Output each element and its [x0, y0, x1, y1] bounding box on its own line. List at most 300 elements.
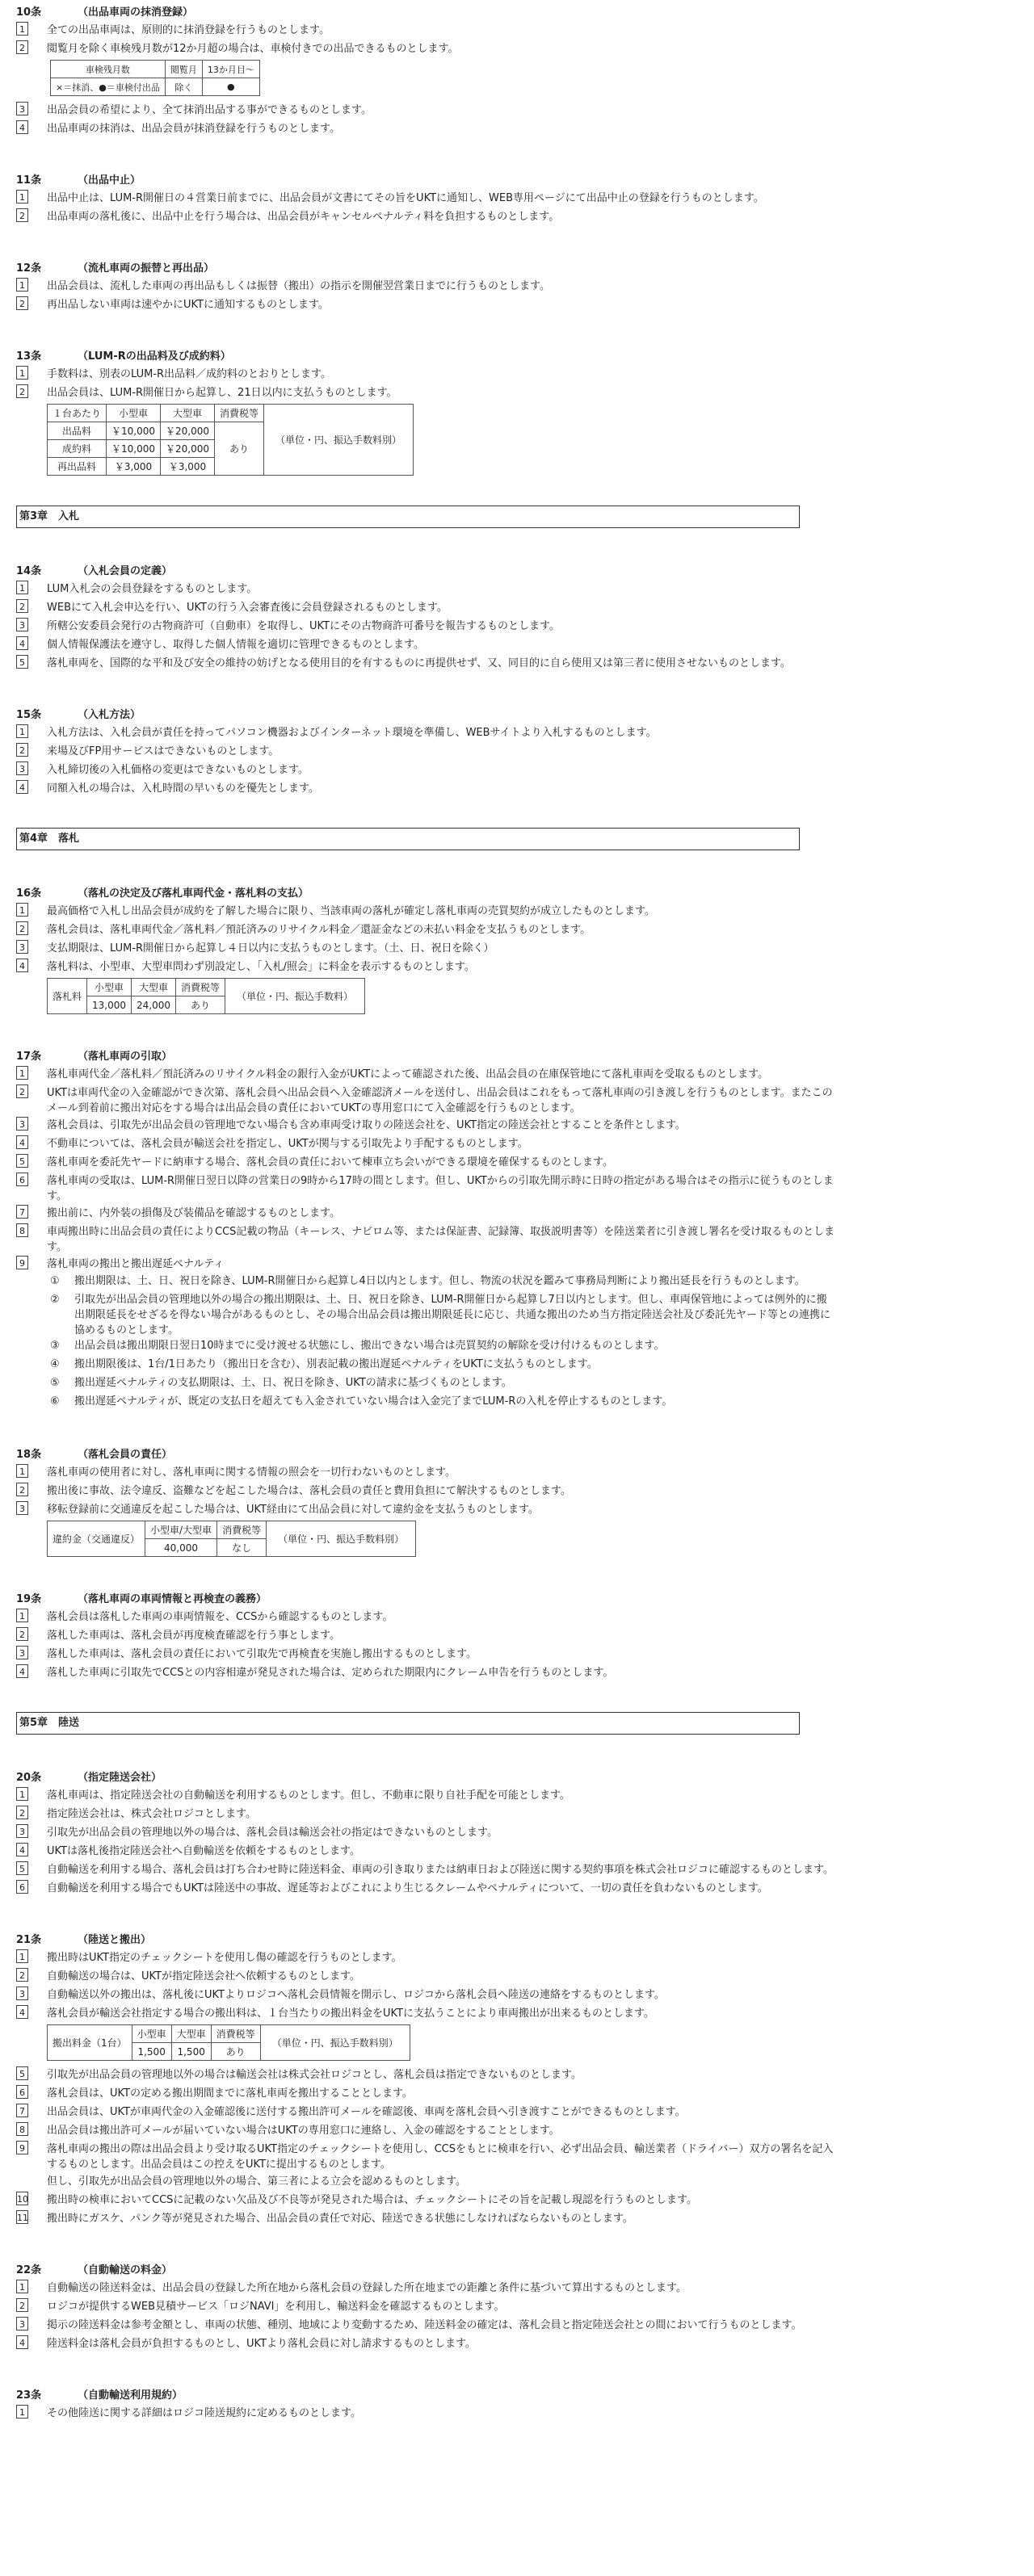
table-header: １台あたり	[48, 405, 107, 422]
sub-item	[50, 1338, 1018, 1357]
clause-item	[16, 921, 1018, 939]
clause-number-box: 4	[16, 1664, 28, 1678]
article-number: 14条	[16, 564, 42, 577]
sub-item-marker: ③	[50, 1340, 60, 1352]
clause-number-box: 2	[16, 1806, 28, 1819]
article-heading	[16, 168, 1018, 189]
winning-fee-table	[47, 978, 365, 1014]
article-title: （LUM-Rの出品料及び成約料）	[78, 350, 231, 363]
article-number: 17条	[16, 1050, 42, 1063]
sub-item-text: 搬出遅延ペナルティの支払期限は、土、日、祝日を除き、UKTの請求に基づくものとします。	[74, 1377, 512, 1389]
clause-item	[16, 939, 1018, 958]
clause-number-box: 3	[16, 102, 28, 115]
clause-text: 出品中止は、LUM-R開催日の４営業日前までに、出品会員が文書にてその旨をUKTに通知し、WEB専用ページにて出品中止の登録を行うものとします。	[47, 192, 764, 204]
clause-number-box: 5	[16, 655, 28, 669]
clause-item	[16, 40, 1018, 58]
sub-item-marker: ④	[50, 1358, 60, 1370]
table-cell: あり	[176, 996, 225, 1014]
clause-text: 自動輸送の場合は、UKTが指定陸送会社へ依頼するものとします。	[47, 1970, 360, 1982]
clause-item	[16, 1805, 1018, 1823]
clause-number-box: 5	[16, 2066, 28, 2080]
clause-item	[16, 1255, 1018, 1273]
clause-item	[16, 761, 1018, 779]
clause-text: 入札方法は、入札会員が責任を持ってパソコン機器およびインターネット環境を準備し、WEBサイトより入札するものとします。	[47, 727, 657, 739]
article-title: （落札車両の車両情報と再検査の義務）	[78, 1592, 267, 1605]
table-header: 落札料	[48, 979, 87, 1014]
table-cell: ￥10,000	[107, 422, 161, 440]
clause-item	[16, 724, 1018, 742]
article-a23	[16, 2383, 1018, 2423]
clause-text: 最高価格で入札し出品会員が成約を了解した場合に限り、当該車両の落札が確定し落札車両の売買契約が成立したものとします。	[47, 905, 655, 917]
clause-number-box: 7	[16, 1205, 28, 1219]
chapter-heading: 第4章 落札	[16, 828, 800, 850]
clause-text: 落札車両代金／落札料／預託済みのリサイクル料金の銀行入金がUKTによって確認された後、出品会員の在庫保管地にて落札車両を受取るものとします。	[47, 1068, 769, 1080]
clause-text: 搬出時の検車においてCCSに記載のない欠品及び不良等が発見された場合は、チェックシートにその旨を記載し現認を行うものとします。	[47, 2194, 697, 2206]
clause-number-box: 3	[16, 1987, 28, 2000]
article-items	[16, 365, 1018, 476]
clause-text: 搬出時はUKT指定のチェックシートを使用し傷の確認を行うものとします。	[47, 1952, 402, 1964]
article-number: 23条	[16, 2389, 42, 2402]
clause-text: 落札した車両は、落札会員の責任において引取先で再検査を実施し搬出するものとします。	[47, 1648, 477, 1660]
article-number: 16条	[16, 887, 42, 900]
sub-item	[50, 1273, 1018, 1292]
sub-item-marker: ①	[50, 1275, 60, 1287]
table-header: 大型車	[171, 2025, 211, 2043]
table-header: 違約金（交通違反）	[48, 1521, 145, 1557]
article-title: （落札会員の責任）	[78, 1448, 173, 1461]
clause-item	[16, 1172, 1018, 1204]
article-heading	[16, 0, 1018, 21]
document	[16, 0, 1018, 2452]
clause-text: 引取先が出品会員の管理地以外の場合は、落札会員は輸送会社の指定はできないものとします。	[47, 1827, 498, 1839]
article-a21	[16, 1928, 1018, 2228]
clause-text: 落札した車両は、落札会員が再度検査確認を行う事とします。	[47, 1630, 340, 1642]
clause-number-box: 1	[16, 1949, 28, 1963]
clause-text: 所轄公安委員会発行の古物商許可（自動車）を取得し、UKTにその古物商許可番号を報告するものとします。	[47, 620, 560, 632]
clause-item	[16, 1153, 1018, 1172]
table-header: 小型車	[87, 979, 132, 996]
clause-item	[16, 1645, 1018, 1663]
clause-number-box: 3	[16, 618, 28, 631]
article-a14	[16, 559, 1018, 673]
clause-item	[16, 365, 1018, 384]
clause-item	[16, 1663, 1018, 1682]
article-heading	[16, 1442, 1018, 1463]
clause-item	[16, 1482, 1018, 1500]
clause-number-box: 8	[16, 2122, 28, 2136]
clause-number-box: 2	[16, 296, 28, 310]
clause-item	[16, 2279, 1018, 2297]
clause-text: 移転登録前に交通違反を起こした場合は、UKT経由にて出品会員に対して違約金を支払うものとします。	[47, 1504, 539, 1516]
clause-text: 入札締切後の入札価格の変更はできないものとします。	[47, 764, 309, 776]
clause-item	[16, 617, 1018, 636]
clause-number-box: 1	[16, 366, 28, 380]
article-title: （自動輸送の料金）	[78, 2263, 173, 2276]
table-cell: ●	[202, 78, 259, 96]
clause-item	[16, 2103, 1018, 2121]
clause-number-box: 3	[16, 940, 28, 954]
clause-item	[16, 1967, 1018, 1986]
clause-number-box: 2	[16, 1627, 28, 1641]
clause-number-box: 4	[16, 636, 28, 650]
sub-item-text: 搬出期限後は、1台/1日あたり（搬出日を含む）、別表記載の搬出遅延ペナルティをUKTに支払うものとします。	[74, 1358, 598, 1370]
table-cell: 24,000	[132, 996, 176, 1014]
article-items	[16, 189, 1018, 226]
article-heading	[16, 2383, 1018, 2404]
sub-item-marker: ②	[50, 1294, 60, 1306]
table-header: 小型車/大型車	[145, 1521, 217, 1539]
clause-item	[16, 1786, 1018, 1805]
clause-text: 落札車両を委託先ヤードに納車する場合、落札会員の責任において棟車立ち会いができる環境を確保するものとします。	[47, 1156, 613, 1168]
clause-number-box: 10	[16, 2192, 28, 2205]
article-title: （出品中止）	[78, 174, 141, 187]
clause-text: 車両搬出時に出品会員の責任によりCCS記載の物品（キーレス、ナビロム等、または保証書、記録簿、取扱説明書等）を陸送業者に引き渡し署名を受け取るものとします。	[47, 1226, 835, 1253]
clause-text: 掲示の陸送料金は参考金額とし、車両の状態、種別、地域により変動するため、陸送料金の確定は、落札会員と指定陸送会社との間において行うものとします。	[47, 2319, 802, 2331]
article-a11	[16, 168, 1018, 226]
clause-number-box: 6	[16, 1880, 28, 1894]
clause-text: 搬出前に、内外装の損傷及び装備品を確認するものとします。	[47, 1207, 340, 1219]
clause-number-box: 11	[16, 2210, 28, 2224]
clause-item	[16, 120, 1018, 138]
clause-item	[16, 1879, 1018, 1898]
article-a12	[16, 256, 1018, 314]
table-cell: ￥3,000	[107, 458, 161, 476]
clause-number-box: 1	[16, 22, 28, 36]
table-cell: ￥20,000	[161, 422, 215, 440]
fee-table	[47, 404, 414, 476]
clause-text: UKTは車両代金の入金確認ができ次第、落札会員へ出品会員へ入金確認済メールを送付し、出品会員はこれをもって落札車両の引き渡しを行うものとします。またこのメール到着前に搬出対応をする場合は出品会員の責任においてUKTの専用窓口にて入金確認を行うものとします。	[47, 1087, 833, 1114]
article-items	[16, 1786, 1018, 1898]
table-header: 車検残月数	[51, 61, 166, 78]
article-a18	[16, 1442, 1018, 1557]
table-header: 搬出料金（1台）	[48, 2025, 132, 2061]
table-cell: ×＝抹消、●＝車検付出品	[51, 78, 166, 96]
clause-number-box: 4	[16, 2335, 28, 2349]
article-a10	[16, 0, 1018, 138]
clause-text: 出品車両の落札後に、出品中止を行う場合は、出品会員がキャンセルペナルティ料を負担するものとします。	[47, 211, 560, 223]
clause-number-box: 3	[16, 1501, 28, 1515]
clause-item	[16, 2121, 1018, 2140]
clause-item	[16, 277, 1018, 296]
clause-text: 出品会員の希望により、全て抹消出品する事ができるものとします。	[47, 104, 372, 116]
article-number: 18条	[16, 1448, 42, 1461]
table-header: 消費税等	[176, 979, 225, 996]
clause-text: 指定陸送会社は、株式会社ロジコとします。	[47, 1808, 256, 1820]
clause-text: 自動輸送を利用する場合、落札会員は打ち合わせ時に陸送料金、車両の引き取りまたは納車日および陸送に関する契約事項を株式会社ロジコに確認するものとします。	[47, 1864, 834, 1876]
clause-item	[16, 654, 1018, 673]
clause-item	[16, 2335, 1018, 2353]
clause-number-box: 2	[16, 1085, 28, 1098]
clause-text: その他陸送に関する詳細はロジコ陸送規約に定めるものとします。	[47, 2407, 361, 2419]
clause-text: 落札した車両に引取先でCCSとの内容相違が発見された場合は、定められた期限内にクレーム申告を行うものとします。	[47, 1667, 614, 1679]
article-number: 21条	[16, 1933, 42, 1946]
article-title: （入札方法）	[78, 708, 141, 721]
article-number: 10条	[16, 6, 42, 19]
penalty-table	[47, 1521, 416, 1557]
clause-text: 引取先が出品会員の管理地以外の場合は輸送会社は株式会社ロジコとし、落札会員は指定できないものとします。	[47, 2069, 582, 2081]
article-a20	[16, 1765, 1018, 1898]
table-cell: 13,000	[87, 996, 132, 1014]
table-note: （単位・円、振込手数料）	[225, 979, 365, 1014]
clause-number-box: 2	[16, 2298, 28, 2312]
clause-text: 出品会員は搬出許可メールが届いていない場合はUKTの専用窓口に連絡し、入金の確認をすることとします。	[47, 2125, 560, 2137]
article-title: （落札車両の引取）	[78, 1050, 173, 1063]
clause-number-box: 1	[16, 581, 28, 594]
article-items	[16, 580, 1018, 673]
clause-number-box: 1	[16, 190, 28, 203]
article-heading	[16, 1765, 1018, 1786]
article-items	[16, 2279, 1018, 2353]
clause-text: 個人情報保護法を遵守し、取得した個人情報を適切に管理できるものとします。	[47, 639, 424, 651]
clause-number-box: 1	[16, 2280, 28, 2293]
table-cell: 出品料	[48, 422, 107, 440]
clause-item	[16, 1823, 1018, 1842]
clause-text: 同額入札の場合は、入札時間の早いものを優先とします。	[47, 782, 319, 795]
clause-item	[16, 2297, 1018, 2316]
sub-item	[50, 1394, 1018, 1412]
article-a15	[16, 703, 1018, 798]
table-header: 13か月目～	[202, 61, 259, 78]
clause-number-box: 2	[16, 599, 28, 613]
inspection-table	[50, 60, 260, 96]
article-number: 13条	[16, 350, 42, 363]
table-cell: 成約料	[48, 440, 107, 458]
clause-item	[16, 1500, 1018, 1519]
clause-text: 落札車両を、国際的な平和及び安全の維持の妨げとなる使用目的を有するものに再提供せず、又、同目的に自ら使用又は第三者に使用させないものとします。	[47, 657, 791, 669]
clause-text: 落札車両の受取は、LUM-R開催日翌日以降の営業日の9時から17時の間とします。但し、UKTからの引取先開示時に日時の指定がある場合はその指示に従うものとします。	[47, 1175, 834, 1202]
article-items	[16, 902, 1018, 1014]
clause-item	[16, 21, 1018, 40]
clause-number-box: 3	[16, 1646, 28, 1659]
table-cell: 再出品料	[48, 458, 107, 476]
article-number: 15条	[16, 708, 42, 721]
article-heading	[16, 1928, 1018, 1949]
clause-number-box: 6	[16, 2085, 28, 2099]
table-header: 閲覧月	[165, 61, 202, 78]
clause-item	[16, 2209, 1018, 2228]
article-items	[16, 1949, 1018, 2228]
clause-number-box: 1	[16, 1464, 28, 1478]
clause-text: 落札車両の搬出と搬出遅延ペナルティ	[47, 1258, 225, 1270]
clause-item	[16, 189, 1018, 208]
clause-text: 支払期限は、LUM-R開催日から起算し４日以内に支払うものとします。（土、日、祝日を除く）	[47, 942, 494, 954]
sub-item-text: 引取先が出品会員の管理地以外の場合の搬出期限は、土、日、祝日を除き、LUM-R開催日から起算し7日以内とします。但し、車両保管地によっては例外的に搬出期限延長をせざるを得ない場合があるものとし、その場合出品会員は搬出期限延長に応じ、共通な搬出のため当方指定陸送会社及び委託先ヤード等との連携に協めるものとします。	[74, 1294, 831, 1336]
clause-text: 落札会員は、落札車両代金／落札料／預託済みのリサイクル料金／還証金などの未払い料金を支払うものとします。	[47, 924, 591, 936]
table-cell: 1,500	[171, 2043, 211, 2061]
clause-text: 落札会員は、UKTの定める搬出期間までに落札車両を搬出することとします。	[47, 2087, 413, 2100]
clause-item	[16, 1065, 1018, 1084]
clause-item	[16, 208, 1018, 226]
article-a22	[16, 2258, 1018, 2353]
article-items	[16, 2404, 1018, 2423]
clause-number-box: 5	[16, 1861, 28, 1875]
clause-item	[16, 1949, 1018, 1967]
clause-item	[16, 1084, 1018, 1116]
table-note: （単位・円、振込手数料別）	[264, 405, 414, 476]
clause-item	[16, 779, 1018, 798]
article-heading	[16, 256, 1018, 277]
clause-item	[16, 2066, 1018, 2084]
table-cell: 1,500	[132, 2043, 171, 2061]
clause-number-box: 4	[16, 120, 28, 134]
unloading-fee-table	[47, 2024, 410, 2061]
clause-number-box: 5	[16, 1154, 28, 1168]
clause-number-box: 3	[16, 1824, 28, 1838]
article-a13	[16, 344, 1018, 476]
table-note: （単位・円、振込手数料別）	[260, 2025, 410, 2061]
clause-item	[16, 598, 1018, 617]
clause-item	[16, 1135, 1018, 1153]
article-heading	[16, 559, 1018, 580]
clause-text: 手数料は、別表のLUM-R出品料／成約料のとおりとします。	[47, 368, 332, 380]
clause-text: 自動輸送以外の搬出は、落札後にUKTよりロジコへ落札会員情報を開示し、ロジコから落札会員へ陸送の連絡をするものとします。	[47, 1989, 665, 2001]
clause-text: 搬出時にガスケ、パンク等が発見された場合、出品会員の責任で対応、陸送できる状態にしなければならないものとします。	[47, 2213, 633, 2225]
article-number: 22条	[16, 2263, 42, 2276]
table-cell: 40,000	[145, 1539, 217, 1557]
clause-text: 落札車両は、指定陸送会社の自動輸送を利用するものとします。但し、不動車に限り自社手配を可能とします。	[47, 1789, 570, 1802]
chapter-heading: 第5章 陸送	[16, 1712, 800, 1735]
article-heading	[16, 1587, 1018, 1608]
clause-text: 落札会員は、引取先が出品会員の管理地でない場合も含め車両受け取りの陸送会社を、UKT指定の陸送会社とすることを条件とします。	[47, 1119, 686, 1131]
clause-item	[16, 2404, 1018, 2423]
article-heading	[16, 2258, 1018, 2279]
chapter-heading: 第3章 入札	[16, 506, 800, 528]
clause-text: 落札会員が輸送会社指定する場合の搬出料は、１台当たりの搬出料金をUKTに支払うことにより車両搬出が出来るものとします。	[47, 2008, 654, 2020]
clause-item	[16, 296, 1018, 314]
clause-item	[16, 1842, 1018, 1861]
table-cell: あり	[211, 2043, 260, 2061]
clause-number-box: 3	[16, 2317, 28, 2331]
table-header: 大型車	[132, 979, 176, 996]
clause-number-box: 9	[16, 1256, 28, 1269]
clause-number-box: 1	[16, 1066, 28, 1080]
clause-item	[16, 636, 1018, 654]
article-items	[16, 1065, 1018, 1412]
article-title: （指定陸送会社）	[78, 1771, 162, 1784]
clause-text: 出品会員は、流札した車両の再出品もしくは振替（搬出）の指示を開催翌営業日までに行うものとします。	[47, 280, 550, 292]
article-heading	[16, 344, 1018, 365]
clause-number-box: 4	[16, 1135, 28, 1149]
sub-items	[50, 1273, 1018, 1412]
sub-item	[50, 1375, 1018, 1394]
clause-item	[16, 902, 1018, 921]
article-items	[16, 1463, 1018, 1557]
table-header: 小型車	[107, 405, 161, 422]
article-number: 19条	[16, 1592, 42, 1605]
table-cell: ￥20,000	[161, 440, 215, 458]
clause-text: ロジコが提供するWEB見積サービス「ロジNAVI」を利用し、輸送料金を確認するものとします。	[47, 2301, 505, 2313]
article-a19	[16, 1587, 1018, 1682]
article-items	[16, 277, 1018, 314]
clause-number-box: 1	[16, 2405, 28, 2419]
clause-number-box: 2	[16, 1968, 28, 1982]
clause-item	[16, 2191, 1018, 2209]
article-title: （陸送と搬出）	[78, 1933, 152, 1946]
clause-number-box: 1	[16, 903, 28, 917]
article-heading	[16, 881, 1018, 902]
table-header: 消費税等	[217, 1521, 267, 1539]
table-note: （単位・円、振込手数料別）	[267, 1521, 416, 1557]
clause-item	[16, 580, 1018, 598]
clause-number-box: 1	[16, 1787, 28, 1801]
sub-item-marker: ⑤	[50, 1377, 60, 1389]
clause-number-box: 4	[16, 2005, 28, 2019]
article-a16	[16, 881, 1018, 1014]
clause-item	[16, 1626, 1018, 1645]
clause-text: 出品会員は、LUM-R開催日から起算し、21日以内に支払うものとします。	[47, 387, 397, 399]
clause-number-box: 3	[16, 761, 28, 775]
table-cell: ￥10,000	[107, 440, 161, 458]
article-title: （自動輸送利用規約）	[78, 2389, 183, 2402]
clause-text: 搬出後に事故、法令違反、盗難などを起こした場合は、落札会員の責任と費用負担にて解決するものとします。	[47, 1485, 571, 1497]
clause-number-box: 1	[16, 278, 28, 292]
sub-item-text: 出品会員は搬出期限日翌日10時までに受け渡せる状態にし、搬出できない場合は売買契約の解除を受け付けるものとします。	[74, 1340, 665, 1352]
article-number: 12条	[16, 262, 42, 275]
clause-text: 落札車両の搬出の際は出品会員より受け取るUKT指定のチェックシートを使用し、CCSをもとに検車を行い、必ず出品会員、輸送業者（ドライバー）双方の署名を記入するものとします。出品会員はこの控えをUKTに提出するものとします。	[47, 2143, 834, 2171]
clause-text: 落札車両の使用者に対し、落札車両に関する情報の照会を一切行わないものとします。	[47, 1466, 456, 1479]
clause-text: WEBにて入札会申込を行い、UKTの行う入会審査後に会員登録されるものとします。	[47, 602, 448, 614]
table-header: 小型車	[132, 2025, 171, 2043]
clause-number-box: 3	[16, 1117, 28, 1131]
table-cell: 除く	[165, 78, 202, 96]
clause-number-box: 2	[16, 743, 28, 757]
clause-item	[16, 1463, 1018, 1482]
clause-number-box: 2	[16, 40, 28, 54]
clause-number-box: 1	[16, 1609, 28, 1622]
clause-item	[16, 2084, 1018, 2103]
sub-item	[50, 1292, 1018, 1338]
clause-number-box: 4	[16, 1843, 28, 1856]
article-heading	[16, 703, 1018, 724]
clause-item	[16, 1608, 1018, 1626]
clause-text: UKTは落札後指定陸送会社へ自動輸送を依頼をするものとします。	[47, 1845, 360, 1857]
article-items	[16, 724, 1018, 798]
sub-item-text: 搬出遅延ペナルティが、既定の支払日を超えても入金されていない場合は入金完了までLUM-Rの入札を停止するものとします。	[74, 1395, 673, 1408]
article-number: 11条	[16, 174, 42, 187]
clause-number-box: 2	[16, 208, 28, 222]
article-heading	[16, 1044, 1018, 1065]
clause-item	[16, 742, 1018, 761]
clause-text: 出品会員は、UKTが車両代金の入金確認後に送付する搬出許可メールを確認後、車両を落札会員へ引き渡すことができるものとします。	[47, 2106, 686, 2118]
clause-number-box: 2	[16, 1483, 28, 1496]
article-items	[16, 1608, 1018, 1682]
clause-item	[16, 101, 1018, 120]
clause-text: 来場及びFP用サービスはできないものとします。	[47, 745, 280, 757]
clause-number-box: 2	[16, 384, 28, 398]
clause-item	[16, 2316, 1018, 2335]
clause-number-box: 6	[16, 1173, 28, 1186]
clause-item	[16, 1204, 1018, 1223]
clause-number-box: 4	[16, 780, 28, 794]
article-number: 20条	[16, 1771, 42, 1784]
table-cell: なし	[217, 1539, 267, 1557]
clause-number-box: 4	[16, 959, 28, 972]
article-title: （入札会員の定義）	[78, 564, 173, 577]
clause-item	[16, 958, 1018, 976]
sub-item	[50, 1357, 1018, 1375]
clause-item	[16, 1986, 1018, 2004]
clause-item	[16, 1861, 1018, 1879]
clause-text: 但し、引取先が出品会員の管理地以外の場合、第三者による立会を認めるものとします。	[47, 2175, 466, 2188]
clause-number-box: 7	[16, 2104, 28, 2117]
clause-item	[16, 2004, 1018, 2023]
clause-text: 自動輸送を利用する場合でもUKTは陸送中の事故、遅延等およびこれにより生じるクレームやペナルティについて、一切の責任を負わないものとします。	[47, 1882, 768, 1894]
clause-text: 落札会員は落札した車両の車両情報を、CCSから確認するものとします。	[47, 1611, 393, 1623]
sub-item-marker: ⑥	[50, 1395, 60, 1408]
clause-text: 不動車については、落札会員が輸送会社を指定し、UKTが関与する引取先より手配するものとします。	[47, 1138, 528, 1150]
clause-item	[16, 1116, 1018, 1135]
article-a17	[16, 1044, 1018, 1412]
